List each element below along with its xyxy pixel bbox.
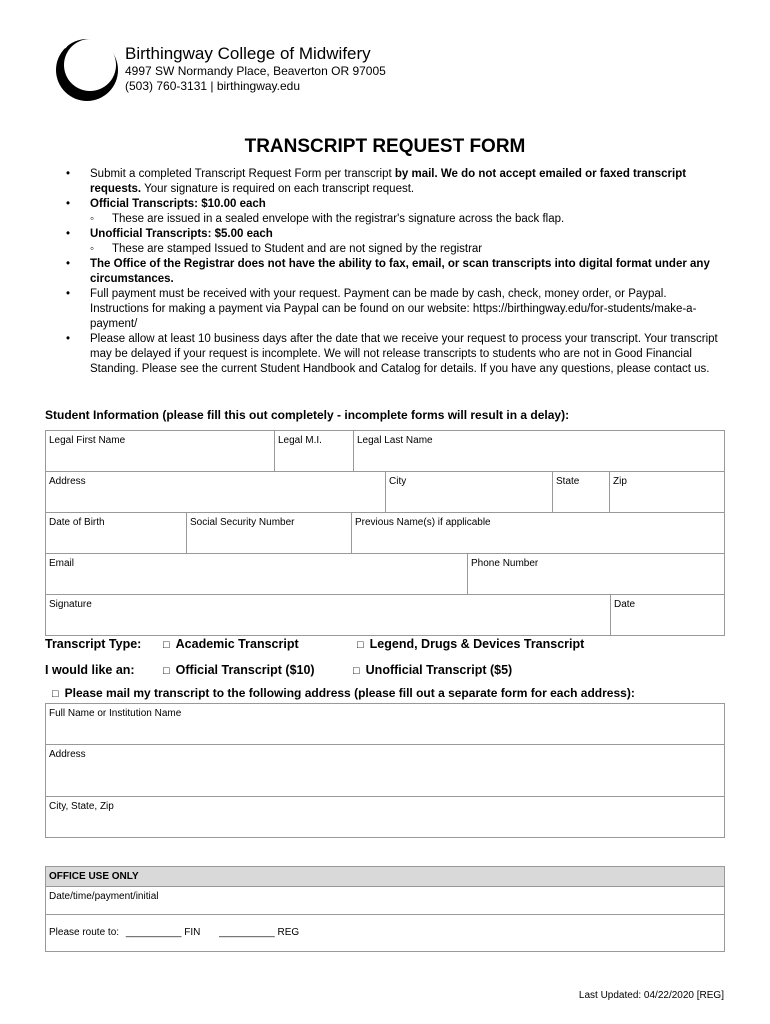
no-fax-text: The Office of the Registrar does not have the ability to fax, email, or scan transcripts into digital format under any circumstances. bbox=[90, 258, 710, 285]
zip-field[interactable]: Zip bbox=[613, 476, 627, 487]
legal-first-name-field[interactable]: Legal First Name bbox=[46, 431, 275, 471]
office-use-box bbox=[45, 866, 725, 952]
instruction-mail-text: Submit a completed Transcript Request Form per transcript bbox=[90, 168, 395, 180]
mail-address-grid bbox=[45, 703, 725, 838]
email-field[interactable]: Email bbox=[46, 554, 468, 594]
instructions-list bbox=[56, 167, 724, 377]
reg-blank: __________ bbox=[219, 927, 275, 938]
transcript-type-label: Transcript Type: bbox=[45, 637, 142, 651]
official-price-text: Official Transcripts: $10.00 each bbox=[90, 198, 266, 210]
college-address: 4997 SW Normandy Place, Beaverton OR 97005 bbox=[125, 64, 386, 78]
legend-transcript-option[interactable] bbox=[357, 637, 584, 651]
signature-row bbox=[46, 595, 724, 635]
checkbox-icon[interactable]: □ bbox=[52, 688, 59, 700]
fin-blank: __________ bbox=[125, 927, 182, 938]
city-state-zip-field[interactable]: City, State, Zip bbox=[49, 801, 114, 812]
dob-row bbox=[46, 513, 724, 554]
office-route-row bbox=[46, 915, 724, 951]
instruction-mail-bold: by mail. We do not accept emailed or faxed transcript requests. bbox=[90, 168, 687, 195]
unofficial-price-text: Unofficial Transcripts: $5.00 each bbox=[90, 228, 273, 240]
would-like-row bbox=[45, 663, 725, 679]
student-info-heading: Student Information (please fill this out completely - incomplete forms will result in a delay): bbox=[45, 408, 570, 422]
academic-transcript-option[interactable] bbox=[163, 637, 299, 651]
city-field[interactable]: City bbox=[386, 472, 553, 512]
reg-label: REG bbox=[277, 927, 300, 938]
state-field[interactable]: State bbox=[553, 472, 610, 512]
signature-field[interactable]: Signature bbox=[46, 595, 611, 635]
address-row bbox=[46, 472, 724, 513]
college-name: Birthingway College of Midwifery bbox=[125, 44, 371, 63]
college-logo-icon bbox=[55, 38, 119, 102]
address-field[interactable]: Address bbox=[46, 472, 386, 512]
form-title: TRANSCRIPT REQUEST FORM bbox=[244, 136, 526, 157]
previous-names-field[interactable]: Previous Name(s) if applicable bbox=[355, 517, 491, 528]
instruction-official-price bbox=[56, 197, 724, 212]
checkbox-icon[interactable]: □ bbox=[357, 639, 364, 651]
unofficial-transcript-label: Unofficial Transcript ($5) bbox=[365, 663, 513, 677]
academic-transcript-label: Academic Transcript bbox=[175, 637, 299, 651]
instruction-payment: • Full payment must be received with your request. Payment can be made by cash, check, money order, or Paypal. Instructions for making a payment via Paypal can be found on our website: https://birthingway.edu/for-students/make-a-payment/ bbox=[56, 287, 724, 332]
instruction-unofficial-detail: ◦ These are stamped Issued to Student and are not signed by the registrar bbox=[56, 242, 724, 257]
contact-row bbox=[46, 554, 724, 595]
transcript-type-row bbox=[45, 637, 725, 653]
legend-transcript-label: Legend, Drugs & Devices Transcript bbox=[369, 637, 585, 651]
ssn-field[interactable]: Social Security Number bbox=[187, 513, 352, 553]
office-date-time-payment: Date/time/payment/initial bbox=[46, 887, 724, 915]
mail-address-heading-text: Please mail my transcript to the following address (please fill out a separate form for each address): bbox=[64, 686, 635, 700]
legal-mi-field[interactable]: Legal M.I. bbox=[275, 431, 354, 471]
legal-last-name-field[interactable]: Legal Last Name bbox=[357, 435, 433, 446]
unofficial-transcript-option[interactable] bbox=[353, 663, 512, 677]
instruction-mail-signature: Your signature is required on each transcript request. bbox=[141, 183, 415, 195]
name-row bbox=[46, 431, 724, 472]
date-of-birth-field[interactable]: Date of Birth bbox=[46, 513, 187, 553]
instruction-official-detail: ◦ These are issued in a sealed envelope with the registrar's signature across the back flap. bbox=[56, 212, 724, 227]
instruction-no-fax bbox=[56, 257, 724, 287]
route-label: Please route to: bbox=[49, 927, 120, 938]
date-field[interactable]: Date bbox=[614, 599, 636, 610]
instruction-mail bbox=[56, 167, 724, 197]
checkbox-icon[interactable]: □ bbox=[353, 665, 360, 677]
last-updated: Last Updated: 04/22/2020 [REG] bbox=[578, 990, 724, 1001]
office-use-heading: OFFICE USE ONLY bbox=[46, 867, 724, 887]
phone-field[interactable]: Phone Number bbox=[471, 558, 539, 569]
college-info bbox=[125, 44, 386, 94]
instruction-processing: • Please allow at least 10 business days after the date that we receive your request to process your transcript. Your transcript may be delayed if your request is incomplete. We will not release transcripts to students who are not in Good Financial Standing. Please see the current Student Handbook and Catalog for details. If you have any questions, please contact us. bbox=[56, 332, 724, 377]
instruction-unofficial-price bbox=[56, 227, 724, 242]
checkbox-icon[interactable]: □ bbox=[163, 665, 170, 677]
full-name-institution-field[interactable]: Full Name or Institution Name bbox=[46, 704, 724, 745]
college-contact: (503) 760-3131 | birthingway.edu bbox=[125, 79, 301, 93]
checkbox-icon[interactable]: □ bbox=[163, 639, 170, 651]
mail-address-field[interactable]: Address bbox=[46, 745, 724, 797]
official-transcript-label: Official Transcript ($10) bbox=[175, 663, 315, 677]
official-transcript-option[interactable] bbox=[163, 663, 315, 677]
mail-address-heading[interactable] bbox=[52, 686, 635, 700]
fin-label: FIN bbox=[184, 927, 201, 938]
would-like-label: I would like an: bbox=[45, 663, 135, 677]
student-info-grid bbox=[45, 430, 725, 636]
